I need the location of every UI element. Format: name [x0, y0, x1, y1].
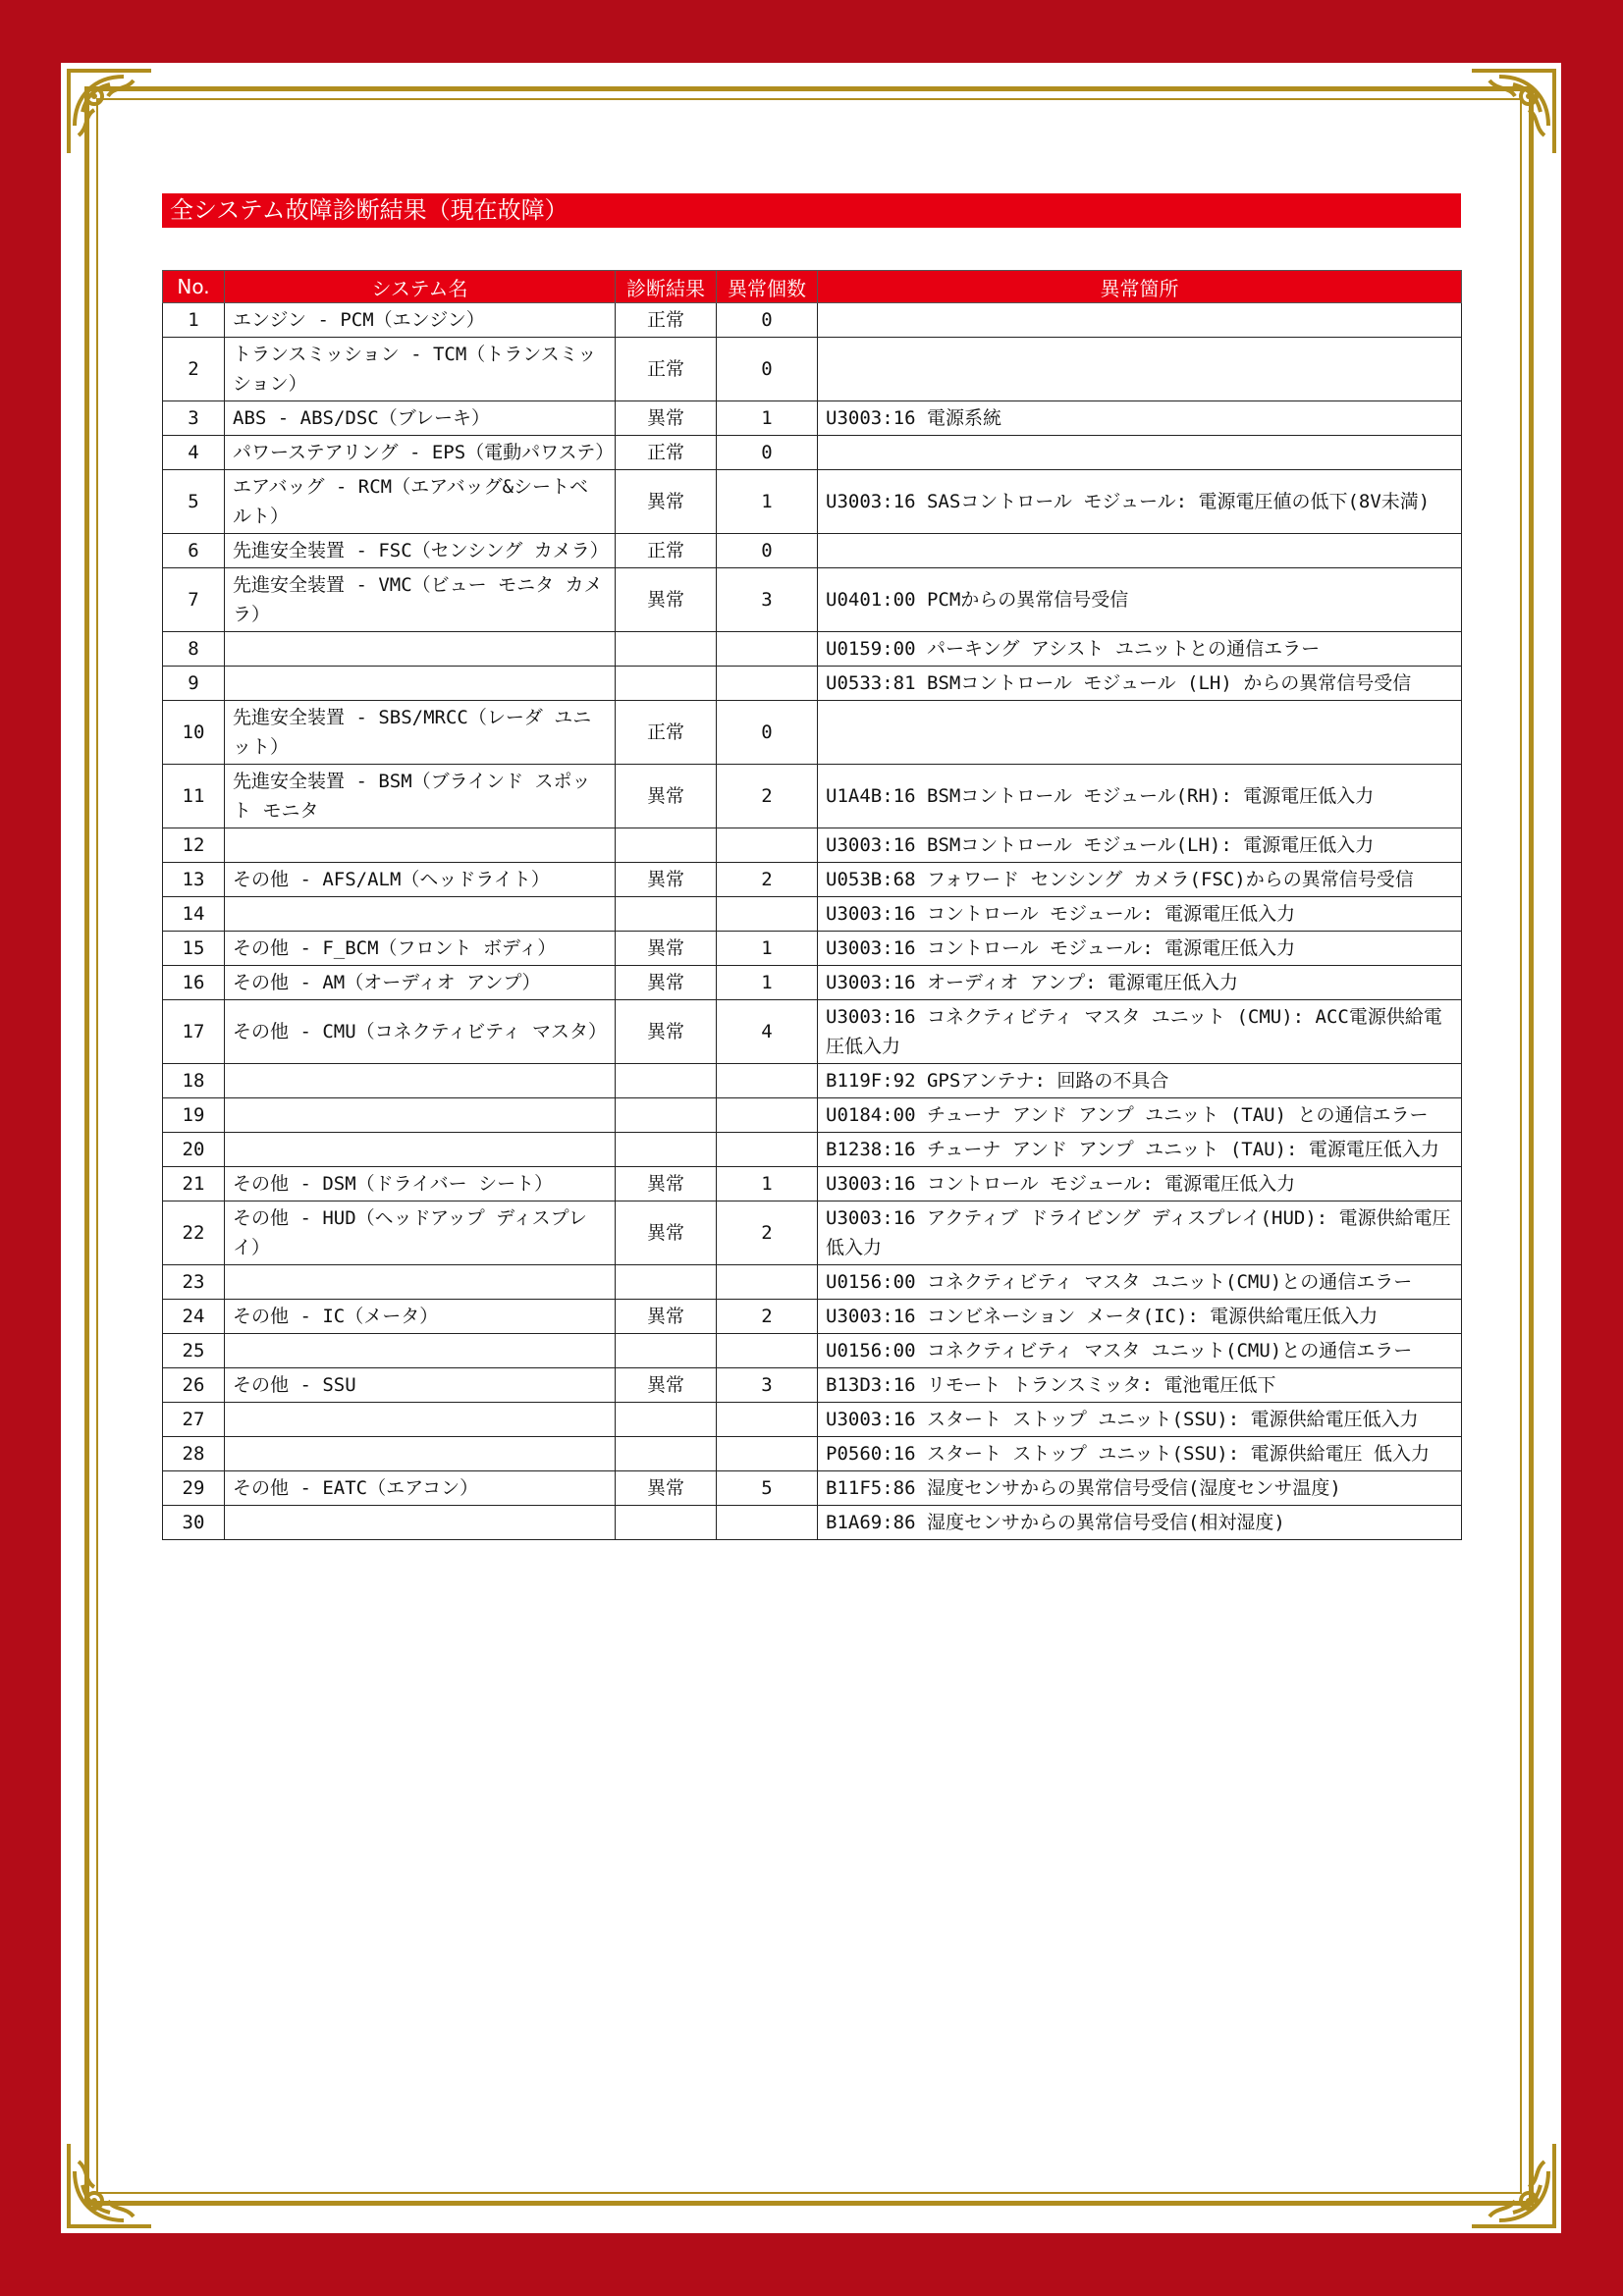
diagnosis-result — [616, 1403, 717, 1437]
system-name — [225, 667, 616, 701]
error-location: U053B:68 フォワード センシング カメラ(FSC)からの異常信号受信 — [818, 863, 1462, 897]
error-count: 5 — [717, 1471, 818, 1506]
error-count — [717, 1403, 818, 1437]
table-row — [163, 534, 1462, 568]
error-location: U0184:00 チューナ アンド アンプ ユニット (TAU) との通信エラー — [818, 1098, 1462, 1133]
row-number: 8 — [163, 632, 225, 667]
system-name: エンジン - PCM（エンジン） — [225, 303, 616, 338]
header-result: 診断結果 — [616, 271, 717, 303]
system-name: その他 - DSM（ドライバー シート） — [225, 1167, 616, 1201]
table-row — [163, 897, 1462, 932]
diagnosis-result: 正常 — [616, 534, 717, 568]
table-row — [163, 1167, 1462, 1201]
error-count: 0 — [717, 436, 818, 470]
row-number: 27 — [163, 1403, 225, 1437]
row-number: 5 — [163, 470, 225, 534]
table-row — [163, 1403, 1462, 1437]
corner-ornament-icon — [1468, 2140, 1558, 2230]
error-location — [818, 338, 1462, 401]
system-name: 先進安全装置 - VMC（ビュー モニタ カメラ） — [225, 568, 616, 632]
system-name — [225, 828, 616, 863]
error-count: 4 — [717, 1000, 818, 1064]
error-location: U3003:16 電源系統 — [818, 401, 1462, 436]
diagnosis-result — [616, 828, 717, 863]
header-error-location: 異常箇所 — [818, 271, 1462, 303]
row-number: 24 — [163, 1300, 225, 1334]
diagnosis-result — [616, 632, 717, 667]
diagnosis-result: 正常 — [616, 338, 717, 401]
error-location: U0156:00 コネクティビティ マスタ ユニット(CMU)との通信エラー — [818, 1334, 1462, 1368]
table-row — [163, 1064, 1462, 1098]
system-name: ABS - ABS/DSC（ブレーキ） — [225, 401, 616, 436]
corner-ornament-icon — [65, 2140, 155, 2230]
diagnosis-result — [616, 1098, 717, 1133]
error-count — [717, 1133, 818, 1167]
error-count: 1 — [717, 966, 818, 1000]
error-count: 0 — [717, 534, 818, 568]
table-row — [163, 1334, 1462, 1368]
diagnosis-result: 異常 — [616, 765, 717, 828]
error-count — [717, 1098, 818, 1133]
system-name: その他 - AM（オーディオ アンプ） — [225, 966, 616, 1000]
table-row — [163, 632, 1462, 667]
table-row — [163, 1506, 1462, 1540]
error-count: 2 — [717, 863, 818, 897]
system-name: 先進安全装置 - BSM（ブラインド スポット モニタ — [225, 765, 616, 828]
system-name: 先進安全装置 - FSC（センシング カメラ） — [225, 534, 616, 568]
system-name: その他 - CMU（コネクティビティ マスタ） — [225, 1000, 616, 1064]
error-location — [818, 303, 1462, 338]
system-name: その他 - EATC（エアコン） — [225, 1471, 616, 1506]
system-name — [225, 1334, 616, 1368]
diagnosis-result: 正常 — [616, 701, 717, 765]
row-number: 15 — [163, 932, 225, 966]
system-name — [225, 1437, 616, 1471]
system-name — [225, 897, 616, 932]
report-title: 全システム故障診断結果（現在故障） — [162, 193, 1461, 228]
row-number: 10 — [163, 701, 225, 765]
diagnosis-result: 正常 — [616, 303, 717, 338]
row-number: 13 — [163, 863, 225, 897]
table-row — [163, 765, 1462, 828]
error-count — [717, 1506, 818, 1540]
error-count — [717, 1265, 818, 1300]
row-number: 2 — [163, 338, 225, 401]
system-name: 先進安全装置 - SBS/MRCC（レーダ ユニット） — [225, 701, 616, 765]
row-number: 23 — [163, 1265, 225, 1300]
row-number: 12 — [163, 828, 225, 863]
header-system-name: システム名 — [225, 271, 616, 303]
row-number: 25 — [163, 1334, 225, 1368]
row-number: 28 — [163, 1437, 225, 1471]
row-number: 18 — [163, 1064, 225, 1098]
row-number: 26 — [163, 1368, 225, 1403]
diagnosis-result: 異常 — [616, 1167, 717, 1201]
table-row — [163, 568, 1462, 632]
table-row — [163, 1000, 1462, 1064]
header-error-count: 異常個数 — [717, 271, 818, 303]
system-name: その他 - SSU — [225, 1368, 616, 1403]
row-number: 9 — [163, 667, 225, 701]
diagnosis-result — [616, 1064, 717, 1098]
error-location: B11F5:86 湿度センサからの異常信号受信(湿度センサ温度) — [818, 1471, 1462, 1506]
error-location: P0560:16 スタート ストップ ユニット(SSU): 電源供給電圧 低入力 — [818, 1437, 1462, 1471]
error-count: 3 — [717, 568, 818, 632]
error-count: 0 — [717, 701, 818, 765]
error-location: U3003:16 コネクティビティ マスタ ユニット (CMU): ACC電源供給電圧低入力 — [818, 1000, 1462, 1064]
error-count: 1 — [717, 470, 818, 534]
error-location: U0156:00 コネクティビティ マスタ ユニット(CMU)との通信エラー — [818, 1265, 1462, 1300]
row-number: 3 — [163, 401, 225, 436]
system-name: パワーステアリング - EPS（電動パワステ） — [225, 436, 616, 470]
diagnosis-result: 異常 — [616, 1201, 717, 1265]
error-location: U3003:16 コントロール モジュール: 電源電圧低入力 — [818, 897, 1462, 932]
diagnosis-result — [616, 667, 717, 701]
error-location: B13D3:16 リモート トランスミッタ: 電池電圧低下 — [818, 1368, 1462, 1403]
system-name: トランスミッション - TCM（トランスミッション） — [225, 338, 616, 401]
row-number: 21 — [163, 1167, 225, 1201]
corner-ornament-icon — [1468, 67, 1558, 157]
table-row — [163, 1368, 1462, 1403]
corner-ornament-icon — [65, 67, 155, 157]
system-name — [225, 1506, 616, 1540]
diagnosis-result: 異常 — [616, 1000, 717, 1064]
diagnosis-result: 正常 — [616, 436, 717, 470]
diagnosis-result: 異常 — [616, 1368, 717, 1403]
error-location — [818, 436, 1462, 470]
error-count: 0 — [717, 338, 818, 401]
table-row — [163, 1437, 1462, 1471]
diagnosis-result: 異常 — [616, 1300, 717, 1334]
table-row — [163, 863, 1462, 897]
table-row — [163, 1201, 1462, 1265]
row-number: 17 — [163, 1000, 225, 1064]
error-location: U3003:16 SASコントロール モジュール: 電源電圧値の低下(8V未満) — [818, 470, 1462, 534]
table-row — [163, 303, 1462, 338]
error-count: 0 — [717, 303, 818, 338]
error-location: U3003:16 スタート ストップ ユニット(SSU): 電源供給電圧低入力 — [818, 1403, 1462, 1437]
table-row — [163, 1133, 1462, 1167]
diagnosis-result: 異常 — [616, 863, 717, 897]
diagnosis-result — [616, 1334, 717, 1368]
system-name — [225, 632, 616, 667]
table-row — [163, 401, 1462, 436]
diagnosis-result: 異常 — [616, 932, 717, 966]
error-count: 1 — [717, 401, 818, 436]
error-location: U3003:16 オーディオ アンプ: 電源電圧低入力 — [818, 966, 1462, 1000]
table-row — [163, 1300, 1462, 1334]
system-name: その他 - HUD（ヘッドアップ ディスプレイ） — [225, 1201, 616, 1265]
error-count: 1 — [717, 932, 818, 966]
diagnosis-result — [616, 1437, 717, 1471]
error-location: U3003:16 コントロール モジュール: 電源電圧低入力 — [818, 1167, 1462, 1201]
error-location: B1238:16 チューナ アンド アンプ ユニット (TAU): 電源電圧低入力 — [818, 1133, 1462, 1167]
row-number: 4 — [163, 436, 225, 470]
table-row — [163, 701, 1462, 765]
table-row — [163, 667, 1462, 701]
error-location — [818, 534, 1462, 568]
error-count: 2 — [717, 1201, 818, 1265]
row-number: 29 — [163, 1471, 225, 1506]
table-row — [163, 1471, 1462, 1506]
diagnosis-result: 異常 — [616, 568, 717, 632]
row-number: 22 — [163, 1201, 225, 1265]
error-count: 2 — [717, 765, 818, 828]
system-name — [225, 1133, 616, 1167]
diagnosis-result: 異常 — [616, 470, 717, 534]
system-name: その他 - IC（メータ） — [225, 1300, 616, 1334]
system-name: エアバッグ - RCM（エアバッグ&シートベルト） — [225, 470, 616, 534]
row-number: 7 — [163, 568, 225, 632]
error-count: 3 — [717, 1368, 818, 1403]
error-count: 2 — [717, 1300, 818, 1334]
table-row — [163, 828, 1462, 863]
error-location: B1A69:86 湿度センサからの異常信号受信(相対湿度) — [818, 1506, 1462, 1540]
diagnosis-result — [616, 897, 717, 932]
row-number: 14 — [163, 897, 225, 932]
system-name — [225, 1265, 616, 1300]
table-row — [163, 470, 1462, 534]
error-location: U3003:16 アクティブ ドライビング ディスプレイ(HUD): 電源供給電圧低入力 — [818, 1201, 1462, 1265]
diagnosis-result: 異常 — [616, 1471, 717, 1506]
error-location: B119F:92 GPSアンテナ: 回路の不具合 — [818, 1064, 1462, 1098]
table-row — [163, 1098, 1462, 1133]
row-number: 19 — [163, 1098, 225, 1133]
error-count: 1 — [717, 1167, 818, 1201]
table-row — [163, 932, 1462, 966]
table-row — [163, 338, 1462, 401]
table-row — [163, 436, 1462, 470]
error-count — [717, 667, 818, 701]
error-location: U0401:00 PCMからの異常信号受信 — [818, 568, 1462, 632]
error-count — [717, 1437, 818, 1471]
system-name — [225, 1064, 616, 1098]
diagnosis-result — [616, 1506, 717, 1540]
row-number: 1 — [163, 303, 225, 338]
error-count — [717, 1334, 818, 1368]
row-number: 11 — [163, 765, 225, 828]
error-location: U3003:16 コンビネーション メータ(IC): 電源供給電圧低入力 — [818, 1300, 1462, 1334]
table-header-row — [163, 271, 1462, 303]
error-location: U3003:16 BSMコントロール モジュール(LH): 電源電圧低入力 — [818, 828, 1462, 863]
error-location: U3003:16 コントロール モジュール: 電源電圧低入力 — [818, 932, 1462, 966]
row-number: 30 — [163, 1506, 225, 1540]
system-name: その他 - F_BCM（フロント ボディ） — [225, 932, 616, 966]
error-location: U0533:81 BSMコントロール モジュール (LH) からの異常信号受信 — [818, 667, 1462, 701]
error-location: U1A4B:16 BSMコントロール モジュール(RH): 電源電圧低入力 — [818, 765, 1462, 828]
row-number: 6 — [163, 534, 225, 568]
diagnosis-result — [616, 1133, 717, 1167]
system-name — [225, 1098, 616, 1133]
system-name: その他 - AFS/ALM（ヘッドライト） — [225, 863, 616, 897]
table-row — [163, 966, 1462, 1000]
system-name — [225, 1403, 616, 1437]
diagnosis-result: 異常 — [616, 401, 717, 436]
error-count — [717, 828, 818, 863]
table-row — [163, 1265, 1462, 1300]
diagnosis-table — [162, 270, 1462, 1540]
error-location: U0159:00 パーキング アシスト ユニットとの通信エラー — [818, 632, 1462, 667]
row-number: 16 — [163, 966, 225, 1000]
error-location — [818, 701, 1462, 765]
diagnosis-result — [616, 1265, 717, 1300]
header-no: No. — [163, 271, 225, 303]
row-number: 20 — [163, 1133, 225, 1167]
diagnosis-result: 異常 — [616, 966, 717, 1000]
error-count — [717, 1064, 818, 1098]
error-count — [717, 632, 818, 667]
error-count — [717, 897, 818, 932]
